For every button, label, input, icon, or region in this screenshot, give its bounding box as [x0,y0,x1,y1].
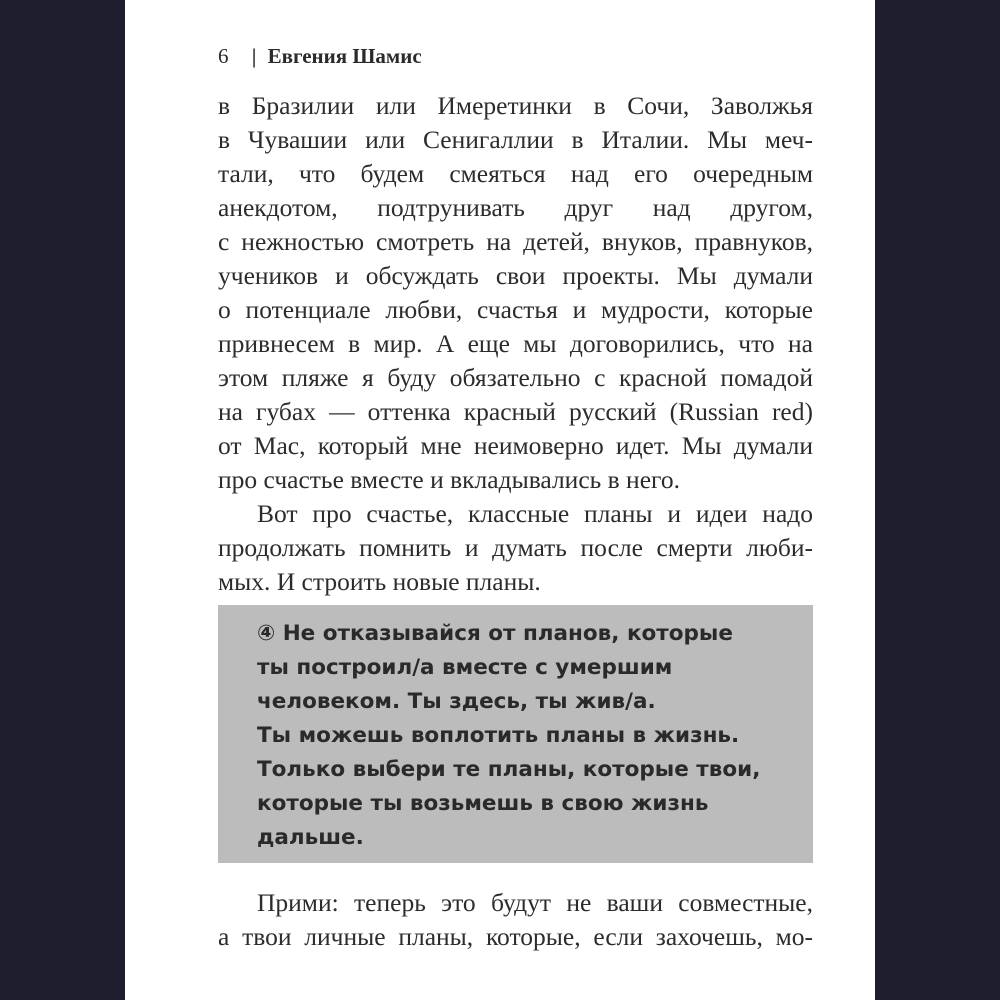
callout-line: Ты можешь воплотить планы в жизнь. [257,723,740,748]
book-page [125,0,875,1000]
text-line: про счастье вместе и вкладывались в него. [218,465,680,494]
callout-line: ④ Не отказывайся от планов, которые [257,621,733,646]
text-line: а твои личные планы, которые, если захочешь, мо- [218,922,813,951]
callout-line: ты построил/а вместе с умершим [257,655,673,680]
text-line: мых. И строить новые планы. [218,567,541,596]
header-separator: | [251,44,257,68]
page-number: 6 [218,44,229,68]
text-line: привнесем в мир. А еще мы договорились, что на [218,329,813,358]
callout-line: человеком. Ты здесь, ты жив/а. [257,689,656,714]
running-header [218,44,422,69]
text-line: Прими: теперь это будут не ваши совместные, [257,888,813,917]
callout-line: дальше. [257,825,364,850]
callout-box [218,605,813,863]
text-line: этом пляже я буду обязательно с красной помадой [218,363,813,392]
text-line: в Чувашии или Сенигаллии в Италии. Мы меч- [218,125,813,154]
callout-line: которые ты возьмешь в свою жизнь [257,791,709,816]
callout-line: Только выбери те планы, которые твои, [257,757,761,782]
text-line: тали, что будем смеяться над его очередным [218,159,813,188]
text-line: продолжать помнить и думать после смерти люби- [218,533,813,562]
text-line: с нежностью смотреть на детей, внуков, правнуков, [218,227,813,256]
text-line: о потенциале любви, счастья и мудрости, которые [218,295,813,324]
author-name: Евгения Шамис [267,44,422,68]
text-line: учеников и обсуждать свои проекты. Мы думали [218,261,813,290]
text-line: в Бразилии или Имеретинки в Сочи, Заволжья [218,91,813,120]
text-line: от Mac, который мне неимоверно идет. Мы думали [218,431,813,460]
text-line: на губах — оттенка красный русский (Russian red) [218,397,813,426]
text-line: анекдотом, подтрунивать друг над другом, [218,193,813,222]
text-line: Вот про счастье, классные планы и идеи надо [257,499,813,528]
